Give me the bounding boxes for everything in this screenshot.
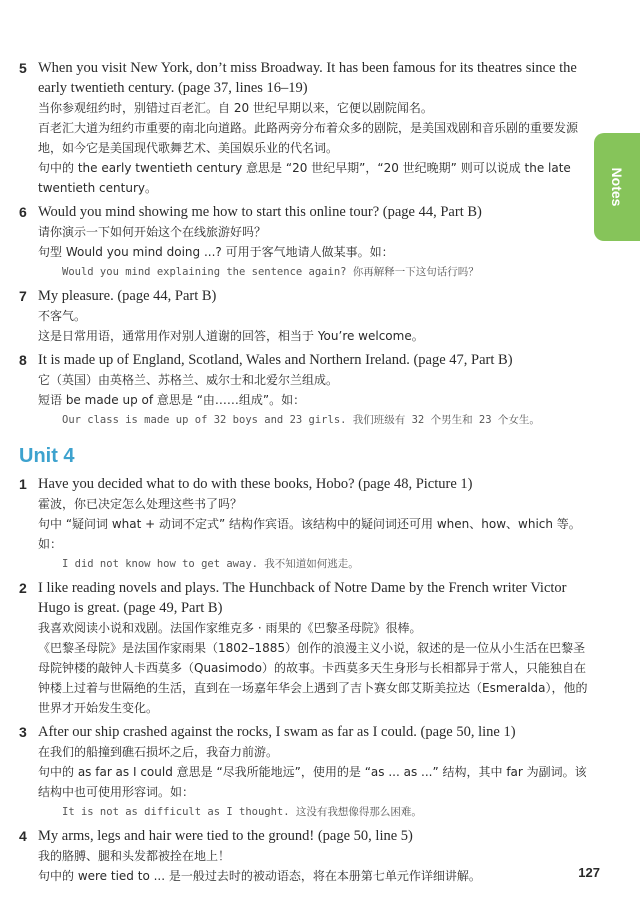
- note-chinese-explanation: 霍波，你已决定怎么处理这些书了吗？: [38, 497, 243, 511]
- note-chinese-explanation: 句中的 were tied to ... 是一般过去时的被动语态，将在本册第七单元作详细讲解。: [38, 869, 481, 883]
- note-chinese-explanation: 当你参观纽约时，别错过百老汇。自 20 世纪早期以来，它便以剧院闻名。: [38, 101, 433, 115]
- note-chinese-explanation: 我的胳膊、腿和头发都被拴在地上！: [38, 849, 231, 863]
- note-item: [19, 350, 595, 430]
- note-number: 3: [19, 724, 27, 740]
- note-number: 1: [19, 476, 27, 492]
- note-english-sentence: When you visit New York, don’t miss Broadway. It has been famous for its theatres since the early twentieth century. (page 37, lines 16–19): [38, 60, 577, 96]
- note-item: [19, 578, 595, 718]
- note-item: [19, 474, 595, 574]
- note-item: [19, 722, 595, 822]
- note-chinese-explanation: 短语 be made up of 意思是 “由……组成”。如：: [38, 393, 306, 407]
- note-number: 7: [19, 288, 27, 304]
- notes-list-top: [19, 58, 595, 430]
- note-english-sentence: I like reading novels and plays. The Hunchback of Notre Dame by the French writer Victor Hugo is great. (page 49, Part B): [38, 580, 567, 616]
- note-example: Our class is made up of 32 boys and 23 girls. 我们班级有 32 个男生和 23 个女生。: [62, 414, 540, 426]
- note-example: I did not know how to get away. 我不知道如何逃走。: [62, 558, 359, 570]
- note-english-sentence: Would you mind showing me how to start this online tour? (page 44, Part B): [38, 204, 482, 220]
- note-body: [38, 350, 595, 430]
- note-body: [38, 202, 595, 282]
- notes-list-unit4: [19, 474, 595, 886]
- note-body: [38, 722, 595, 822]
- note-chinese-explanation: 这是日常用语，通常用作对别人道谢的回答，相当于 You’re welcome。: [38, 329, 424, 343]
- note-chinese-explanation: 句中的 as far as I could 意思是 “尽我所能地远”，使用的是 “as ... as ...” 结构，其中 far 为副词。该结构中也可使用形容词。如：: [38, 765, 587, 799]
- page-number: 127: [578, 865, 600, 880]
- note-chinese-explanation: 我喜欢阅读小说和戏剧。法国作家维克多 · 雨果的《巴黎圣母院》很棒。: [38, 621, 422, 635]
- note-number: 4: [19, 828, 27, 844]
- note-body: [38, 826, 595, 886]
- note-example: It is not as difficult as I thought. 这没有我想像得那么困难。: [62, 806, 422, 818]
- note-chinese-explanation: 它（英国）由英格兰、苏格兰、威尔士和北爱尔兰组成。: [38, 373, 339, 387]
- note-number: 6: [19, 204, 27, 220]
- note-chinese-explanation: 句型 Would you mind doing ...? 可用于客气地请人做某事。如：: [38, 245, 394, 259]
- unit-heading: Unit 4: [19, 445, 75, 467]
- note-number: 5: [19, 60, 27, 76]
- note-chinese-explanation: 《巴黎圣母院》是法国作家雨果（1802–1885）创作的浪漫主义小说，叙述的是一位从小生活在巴黎圣母院钟楼的敲钟人卡西莫多（Quasimodo）的故事。卡西莫多天生身形与长相都异于常人，只能独自在钟楼上过着与世隔绝的生活，直到在一场嘉年华会上遇到了吉卜赛女郎艾斯美拉达（Esmeralda），他的世界才开始发生变化。: [38, 641, 588, 715]
- note-number: 2: [19, 580, 27, 596]
- note-english-sentence: It is made up of England, Scotland, Wales and Northern Ireland. (page 47, Part B): [38, 352, 513, 368]
- note-english-sentence: After our ship crashed against the rocks, I swam as far as I could. (page 50, line 1): [38, 724, 516, 740]
- note-item: [19, 286, 595, 346]
- note-chinese-explanation: 句中的 the early twentieth century 意思是 “20 世纪早期”，“20 世纪晚期” 则可以说成 the late twentieth century。: [38, 161, 571, 195]
- notes-tab: [594, 133, 640, 241]
- note-item: [19, 58, 595, 198]
- page-content: [19, 58, 595, 890]
- note-body: [38, 58, 595, 198]
- note-item: [19, 826, 595, 886]
- note-item: [19, 202, 595, 282]
- note-number: 8: [19, 352, 27, 368]
- note-body: [38, 578, 595, 718]
- notes-tab-label: Notes: [609, 167, 625, 207]
- note-chinese-explanation: 在我们的船撞到礁石损坏之后，我奋力前游。: [38, 745, 279, 759]
- note-chinese-explanation: 百老汇大道为纽约市重要的南北向道路。此路两旁分布着众多的剧院，是美国戏剧和音乐剧的重要发源地，如今它是美国现代歌舞艺术、美国娱乐业的代名词。: [38, 121, 579, 155]
- note-chinese-explanation: 不客气。: [38, 309, 87, 323]
- note-english-sentence: My pleasure. (page 44, Part B): [38, 288, 217, 304]
- note-example: Would you mind explaining the sentence again? 你再解释一下这句话行吗？: [62, 266, 479, 278]
- note-body: [38, 474, 595, 574]
- note-chinese-explanation: 请你演示一下如何开始这个在线旅游好吗？: [38, 225, 267, 239]
- note-english-sentence: My arms, legs and hair were tied to the ground! (page 50, line 5): [38, 828, 413, 844]
- note-chinese-explanation: 句中 “疑问词 what + 动词不定式” 结构作宾语。该结构中的疑问词还可用 when、how、which 等。如：: [38, 517, 581, 551]
- note-body: [38, 286, 595, 346]
- note-english-sentence: Have you decided what to do with these books, Hobo? (page 48, Picture 1): [38, 476, 473, 492]
